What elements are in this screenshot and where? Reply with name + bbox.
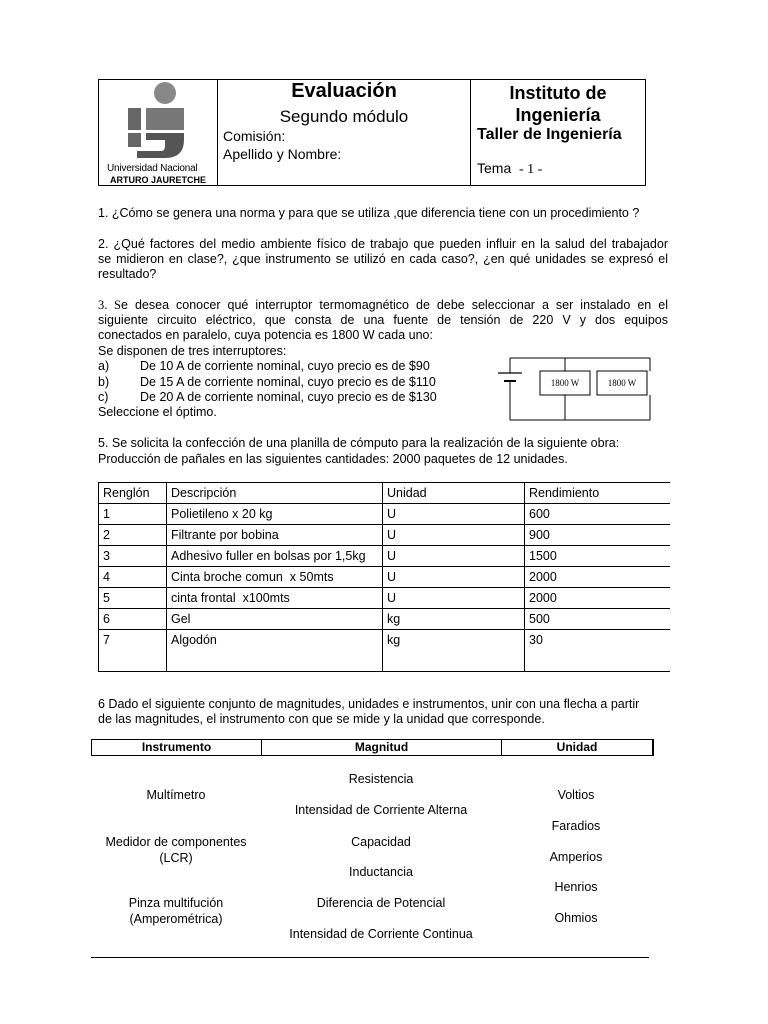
logo-text-line1: Universidad Nacional: [107, 163, 198, 174]
magnitude-item: Capacidad: [351, 835, 411, 849]
logo-text-line2: ARTURO JAURETCHE: [110, 175, 207, 185]
unit-item: Amperios: [549, 850, 603, 864]
comision-label: Comisión:: [223, 128, 286, 144]
load-2-label: 1800 W: [607, 378, 637, 388]
question-3-line4: Se disponen de tres interruptores:: [98, 344, 287, 358]
matching-table-header: [91, 739, 654, 756]
table-cell: 3: [99, 546, 167, 567]
table-cell: cinta frontal x100mts: [167, 588, 383, 609]
table-cell: 4: [99, 567, 167, 588]
option-text: De 15 A de corriente nominal, cuyo precio es de $110: [140, 375, 436, 389]
question-2-line2: se midieron en clase?, ¿que instrumento se utilizó en cada caso?, ¿en qué unidades se expresó el: [98, 252, 668, 266]
table-cell: 5: [99, 588, 167, 609]
table-cell: Polietileno x 20 kg: [167, 504, 383, 525]
table-cell: U: [383, 588, 525, 609]
table-cell: 6: [99, 609, 167, 630]
option-letter: c): [98, 390, 109, 404]
header-box: [98, 79, 646, 186]
option-c: [98, 390, 437, 406]
option-a: [98, 359, 430, 375]
instrument-item: Medidor de componentes (LCR): [105, 835, 247, 865]
question-3-last: Seleccione el óptimo.: [98, 405, 217, 419]
logo-cell: [99, 80, 218, 185]
table-cell: Filtrante por bobina: [167, 525, 383, 546]
column-header: Instrumento: [92, 740, 262, 755]
tema-label: [477, 160, 542, 178]
table-row: [99, 609, 670, 630]
table-cell: 30: [525, 630, 670, 672]
apellido-label: Apellido y Nombre:: [223, 146, 342, 162]
table-cell: 7: [99, 630, 167, 672]
table-cell: 1500: [525, 546, 670, 567]
table-row: [99, 525, 670, 546]
table-cell: kg: [383, 609, 525, 630]
column-header: Magnitud: [262, 740, 502, 755]
question-6-line2: de las magnitudes, el instrumento con que se mide y la unidad que corresponde.: [98, 712, 545, 726]
question-6-line1: 6 Dado el siguiente conjunto de magnitudes, unidades e instrumentos, unir con una flecha a partir: [98, 697, 640, 711]
title-cell: [218, 80, 471, 185]
table-cell: 900: [525, 525, 670, 546]
table-cell: 2: [99, 525, 167, 546]
institute-name: Instituto de Ingeniería: [509, 83, 607, 125]
table-cell: Cinta broche comun x 50mts: [167, 567, 383, 588]
table-header-row: [99, 483, 670, 504]
column-header: Unidad: [383, 483, 525, 504]
question-3-number: 3. S: [98, 298, 121, 312]
magnitude-item: Inductancia: [349, 865, 413, 879]
unit-item: Voltios: [557, 788, 595, 802]
table-row: [99, 546, 670, 567]
circuit-diagram: [490, 355, 670, 427]
institute-cell: [471, 80, 645, 185]
table-cell: Algodón: [167, 630, 383, 672]
table-cell: Adhesivo fuller en bolsas por 1,5kg: [167, 546, 383, 567]
magnitude-item: Intensidad de Corriente Alterna: [294, 803, 468, 817]
column-header: Rendimiento: [525, 483, 670, 504]
page-title: Evaluación: [291, 80, 397, 102]
table-cell: kg: [383, 630, 525, 672]
option-letter: a): [98, 359, 110, 373]
taller-label: Taller de Ingeniería: [477, 126, 622, 143]
table-cell: U: [383, 525, 525, 546]
university-logo-icon: [99, 80, 217, 160]
column-header: Descripción: [167, 483, 383, 504]
table-cell: U: [383, 567, 525, 588]
question-3-text: e desea conocer qué interruptor termomagnético de debe seleccionar a ser instalado en el: [121, 298, 668, 312]
option-text: De 20 A de corriente nominal, cuyo precio es de $130: [140, 390, 437, 404]
question-3-line2: siguiente circuito eléctrico, que consta de una fuente de tensión de 220 V y dos equipos: [98, 313, 668, 327]
table-cell: 600: [525, 504, 670, 525]
production-table: [98, 482, 670, 672]
question-1: 1. ¿Cómo se genera una norma y para que se utiliza ,que diferencia tiene con un procedimiento ?: [98, 206, 640, 220]
page-subtitle: Segundo módulo: [279, 107, 409, 126]
magnitude-item: Diferencia de Potencial: [316, 896, 446, 910]
table-cell: Gel: [167, 609, 383, 630]
magnitude-item: Intensidad de Corriente Continua: [289, 927, 473, 941]
table-row: [99, 567, 670, 588]
table-cell: U: [383, 546, 525, 567]
table-cell: 2000: [525, 588, 670, 609]
column-header: Unidad: [556, 740, 598, 754]
tema-number: - 1 -: [519, 162, 543, 177]
magnitude-item: Resistencia: [348, 772, 414, 786]
option-text: De 10 A de corriente nominal, cuyo precio es de $90: [140, 359, 430, 373]
tema-text: Tema: [477, 160, 512, 176]
table-cell: 500: [525, 609, 670, 630]
unit-item: Ohmios: [554, 911, 598, 925]
table-cell: 2000: [525, 567, 670, 588]
question-5-line2: Producción de pañales en las siguientes cantidades: 2000 paquetes de 12 unidades.: [98, 452, 568, 466]
table-row: [99, 630, 670, 672]
column-header: Renglón: [99, 483, 167, 504]
question-3-line3: conectados en paralelo, cuya potencia es 1800 W cada uno:: [98, 328, 433, 342]
option-letter: b): [98, 375, 110, 389]
question-2-line3: resultado?: [98, 267, 157, 281]
unit-item: Henrios: [554, 880, 598, 894]
question-2-line1: 2. ¿Qué factores del medio ambiente físico de trabajo que pueden influir en la salud del trabajador: [98, 237, 668, 251]
bottom-rule: [91, 957, 649, 958]
table-row: [99, 504, 670, 525]
option-b: [98, 375, 436, 391]
question-3-line1: [98, 298, 668, 314]
instrument-item: Multímetro: [146, 788, 206, 802]
table-cell: U: [383, 504, 525, 525]
load-1-label: 1800 W: [550, 378, 580, 388]
question-5-line1: 5. Se solicita la confección de una planilla de cómputo para la realización de la siguiente obra:: [98, 436, 620, 450]
unit-item: Faradios: [551, 819, 601, 833]
instrument-item: Pinza multifución (Amperométrica): [128, 896, 224, 926]
table-row: [99, 588, 670, 609]
table-cell: 1: [99, 504, 167, 525]
